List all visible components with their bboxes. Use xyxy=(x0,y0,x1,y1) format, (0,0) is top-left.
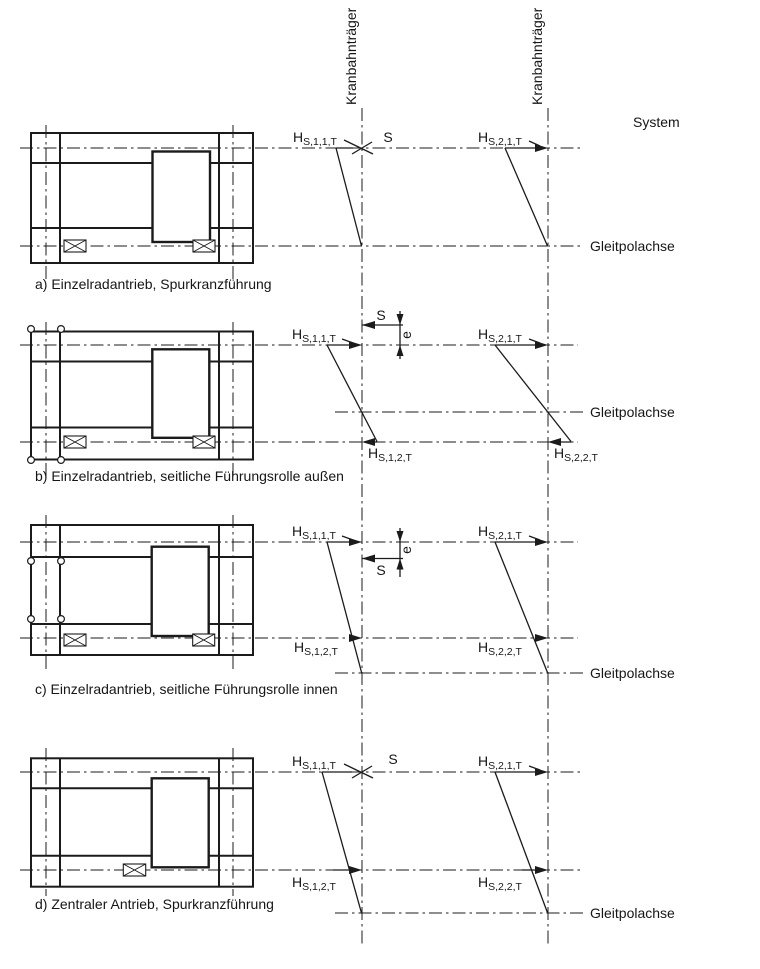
kranbahntraeger-label-2: Kranbahnträger xyxy=(529,7,545,105)
caption-c: c) Einzelradantrieb, seitliche Führungsrolle innen xyxy=(35,681,338,697)
skew-label-s-d: S xyxy=(388,751,398,767)
force-label-h11-c: $H_{S,1,1,T}$ xyxy=(292,523,336,542)
trolley xyxy=(152,547,209,636)
force-label-h21-c: $H_{S,2,1,T}$ xyxy=(478,523,522,542)
drive-motor-right xyxy=(193,240,215,252)
force-label-h22-c: $H_{S,2,2,T}$ xyxy=(478,639,522,658)
skew-label-s-c: S xyxy=(376,562,386,578)
drive-motor-left xyxy=(64,240,86,252)
force-label-h11-b: $H_{S,1,1,T}$ xyxy=(292,326,336,345)
force-label-h11-a: $H_{S,1,1,T}$ xyxy=(293,129,337,148)
trolley xyxy=(152,349,209,438)
force-label-h21-a: $H_{S,2,1,T}$ xyxy=(478,129,522,148)
kranbahntraeger-label-1: Kranbahnträger xyxy=(343,7,359,105)
drive-motor-right xyxy=(193,436,215,448)
caption-b: b) Einzelradantrieb, seitliche Führungsrolle außen xyxy=(35,468,344,484)
skew-label-s-a: S xyxy=(383,129,393,145)
drive-motor-left xyxy=(64,634,86,646)
gleitpolachse-label-c: Gleitpolachse xyxy=(590,665,675,681)
caption-d: d) Zentraler Antrieb, Spurkranzführung xyxy=(35,896,274,912)
trolley xyxy=(152,778,209,867)
eccentricity-label-e-b: e xyxy=(398,331,414,339)
eccentricity-label-e-c: e xyxy=(398,546,414,554)
central-drive-motor xyxy=(123,864,145,876)
drive-motor-left xyxy=(64,436,86,448)
caption-a: a) Einzelradantrieb, Spurkranzführung xyxy=(35,276,272,292)
gleitpolachse-label-b: Gleitpolachse xyxy=(590,404,675,420)
force-label-h21-b: $H_{S,2,1,T}$ xyxy=(478,326,522,345)
force-label-h22-b: $H_{S,2,2,T}$ xyxy=(554,445,598,464)
drive-motor-right xyxy=(193,634,215,646)
skew-label-s-b: S xyxy=(376,307,386,323)
force-label-h21-d: $H_{S,2,1,T}$ xyxy=(478,753,522,772)
system-label: System xyxy=(633,114,680,130)
force-label-h12-d: $H_{S,1,2,T}$ xyxy=(292,874,336,893)
force-label-h11-d: $H_{S,1,1,T}$ xyxy=(292,753,336,772)
force-label-h12-c: $H_{S,1,2,T}$ xyxy=(294,639,338,658)
force-label-h12-b: $H_{S,1,2,T}$ xyxy=(368,445,412,464)
force-label-h22-d: $H_{S,2,2,T}$ xyxy=(478,874,522,893)
gleitpolachse-label-d: Gleitpolachse xyxy=(590,905,675,921)
gleitpolachse-label-a: Gleitpolachse xyxy=(590,238,675,254)
trolley xyxy=(153,152,211,243)
